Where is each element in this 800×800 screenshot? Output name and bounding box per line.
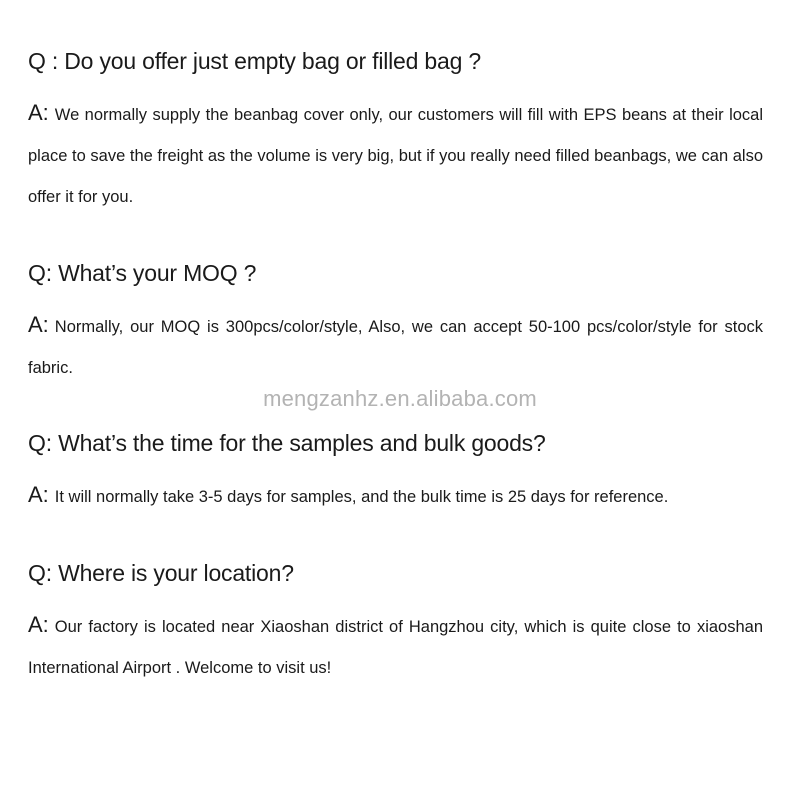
answer-prefix: A: bbox=[28, 100, 49, 125]
answer-prefix: A: bbox=[28, 312, 49, 337]
answer-text: Our factory is located near Xiaoshan district of Hangzhou city, which is quite close to xiaoshan International Airport . Welcome to visit us! bbox=[28, 618, 763, 677]
faq-item bbox=[28, 46, 763, 218]
faq-question: Q: What’s your MOQ ? bbox=[28, 260, 257, 286]
faq-answer bbox=[28, 304, 763, 389]
faq-item bbox=[28, 258, 763, 389]
answer-text: It will normally take 3-5 days for samples, and the bulk time is 25 days for reference. bbox=[54, 488, 669, 506]
faq-question: Q : Do you offer just empty bag or filled bag ? bbox=[28, 48, 481, 74]
faq-question: Q: Where is your location? bbox=[28, 560, 294, 586]
faq-question: Q: What’s the time for the samples and bulk goods? bbox=[28, 430, 546, 456]
faq-answer bbox=[28, 474, 763, 518]
faq-answer bbox=[28, 92, 763, 218]
watermark: mengzanhz.en.alibaba.com bbox=[263, 386, 537, 411]
faq-answer bbox=[28, 604, 763, 689]
answer-prefix: A: bbox=[28, 612, 49, 637]
faq-item bbox=[28, 428, 763, 518]
answer-prefix: A: bbox=[28, 482, 49, 507]
faq-item bbox=[28, 558, 763, 689]
answer-text: Normally, our MOQ is 300pcs/color/style, Also, we can accept 50-100 pcs/color/style for stock fabric. bbox=[28, 318, 763, 377]
answer-text: We normally supply the beanbag cover only, our customers will fill with EPS beans at their local place to save the freight as the volume is very big, but if you really need filled beanbags, we can also offer it for you. bbox=[28, 106, 763, 206]
